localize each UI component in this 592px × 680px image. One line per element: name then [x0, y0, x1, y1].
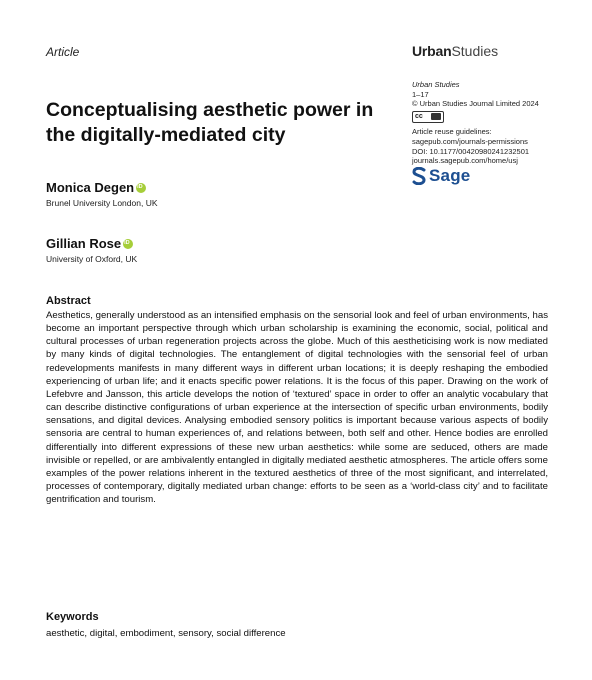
publication-meta	[412, 80, 582, 166]
publisher-name: Sage	[429, 166, 471, 185]
sage-logo-icon	[412, 167, 426, 185]
meta-reuse-label: Article reuse guidelines:	[412, 127, 492, 137]
author-name-text: Monica Degen	[46, 180, 135, 195]
orcid-icon[interactable]	[136, 183, 146, 193]
abstract-heading: Abstract	[46, 295, 91, 307]
cc-by-icon: cc	[412, 111, 444, 123]
meta-pages: 1–17	[412, 89, 429, 99]
orcid-icon[interactable]	[123, 239, 133, 249]
meta-doi[interactable]: DOI: 10.1177/00420980241232501	[412, 146, 530, 156]
abstract-text: Aesthetics, generally understood as an intensified emphasis on the sensorial look and feel of urban environments, has become an important perspective through which urban scholarship is examining the economic, social, political and cultural processes of urban regeneration projects across the globe. Much of this aestheticising work is now mediated by many kinds of digital technologies. The entanglement of digital technologies with the sensorial feel of urban redevelopments manifests in many different ways in different urban locations; it is deeply reshaping the embodied experiencing of urban life; and it enacts specific power relations. It is the focus of this paper. Drawing on the work of Lefebvre and Jansson, this article develops the notion of ‘textured’ space in order to offer an analytic vocabulary that can describe distinctive configurations of urban experience at the intersection of specific urban environments, bodily sensations, and digital devices. Analysing embodied sensory politics is important because various aspects of bodily sensoria are central to human experiences of, and relations between, both self and other. Hence bodies are enrolled differentially into different expressions of these new urban aesthetics: while some are seduced, others are made invisible or repelled, or are ambivalently entangled in digitally mediated aesthetic atmospheres. The article offers some examples of the power relations inherent in the textured aesthetics of three of the most significant, and interrelated, processes of contemporary, digitally mediated urban change: efforts to be seen as a ‘world-class city’ and to facilitate gentrification and tourism.	[46, 310, 548, 506]
keywords-text: aesthetic, digital, embodiment, sensory, social difference	[46, 628, 286, 639]
author-name	[46, 180, 146, 195]
meta-journal: Urban Studies	[412, 80, 460, 89]
author-affiliation: Brunel University London, UK	[46, 198, 158, 208]
journal-brand	[412, 43, 498, 59]
meta-permissions-link[interactable]: sagepub.com/journals-permissions	[412, 136, 528, 146]
journal-brand-bold: Urban	[412, 43, 452, 59]
meta-journal-home-link[interactable]: journals.sagepub.com/home/usj	[412, 156, 518, 166]
author-name-text: Gillian Rose	[46, 236, 122, 251]
author-affiliation: University of Oxford, UK	[46, 254, 138, 264]
article-type-label: Article	[46, 45, 80, 59]
keywords-heading: Keywords	[46, 611, 99, 623]
publisher-logo	[412, 166, 470, 186]
paper-title: Conceptualising aesthetic power in the digitally-mediated city	[46, 99, 374, 146]
journal-brand-light: Studies	[451, 43, 499, 59]
meta-copyright: © Urban Studies Journal Limited 2024	[412, 99, 539, 109]
author-name	[46, 236, 133, 251]
